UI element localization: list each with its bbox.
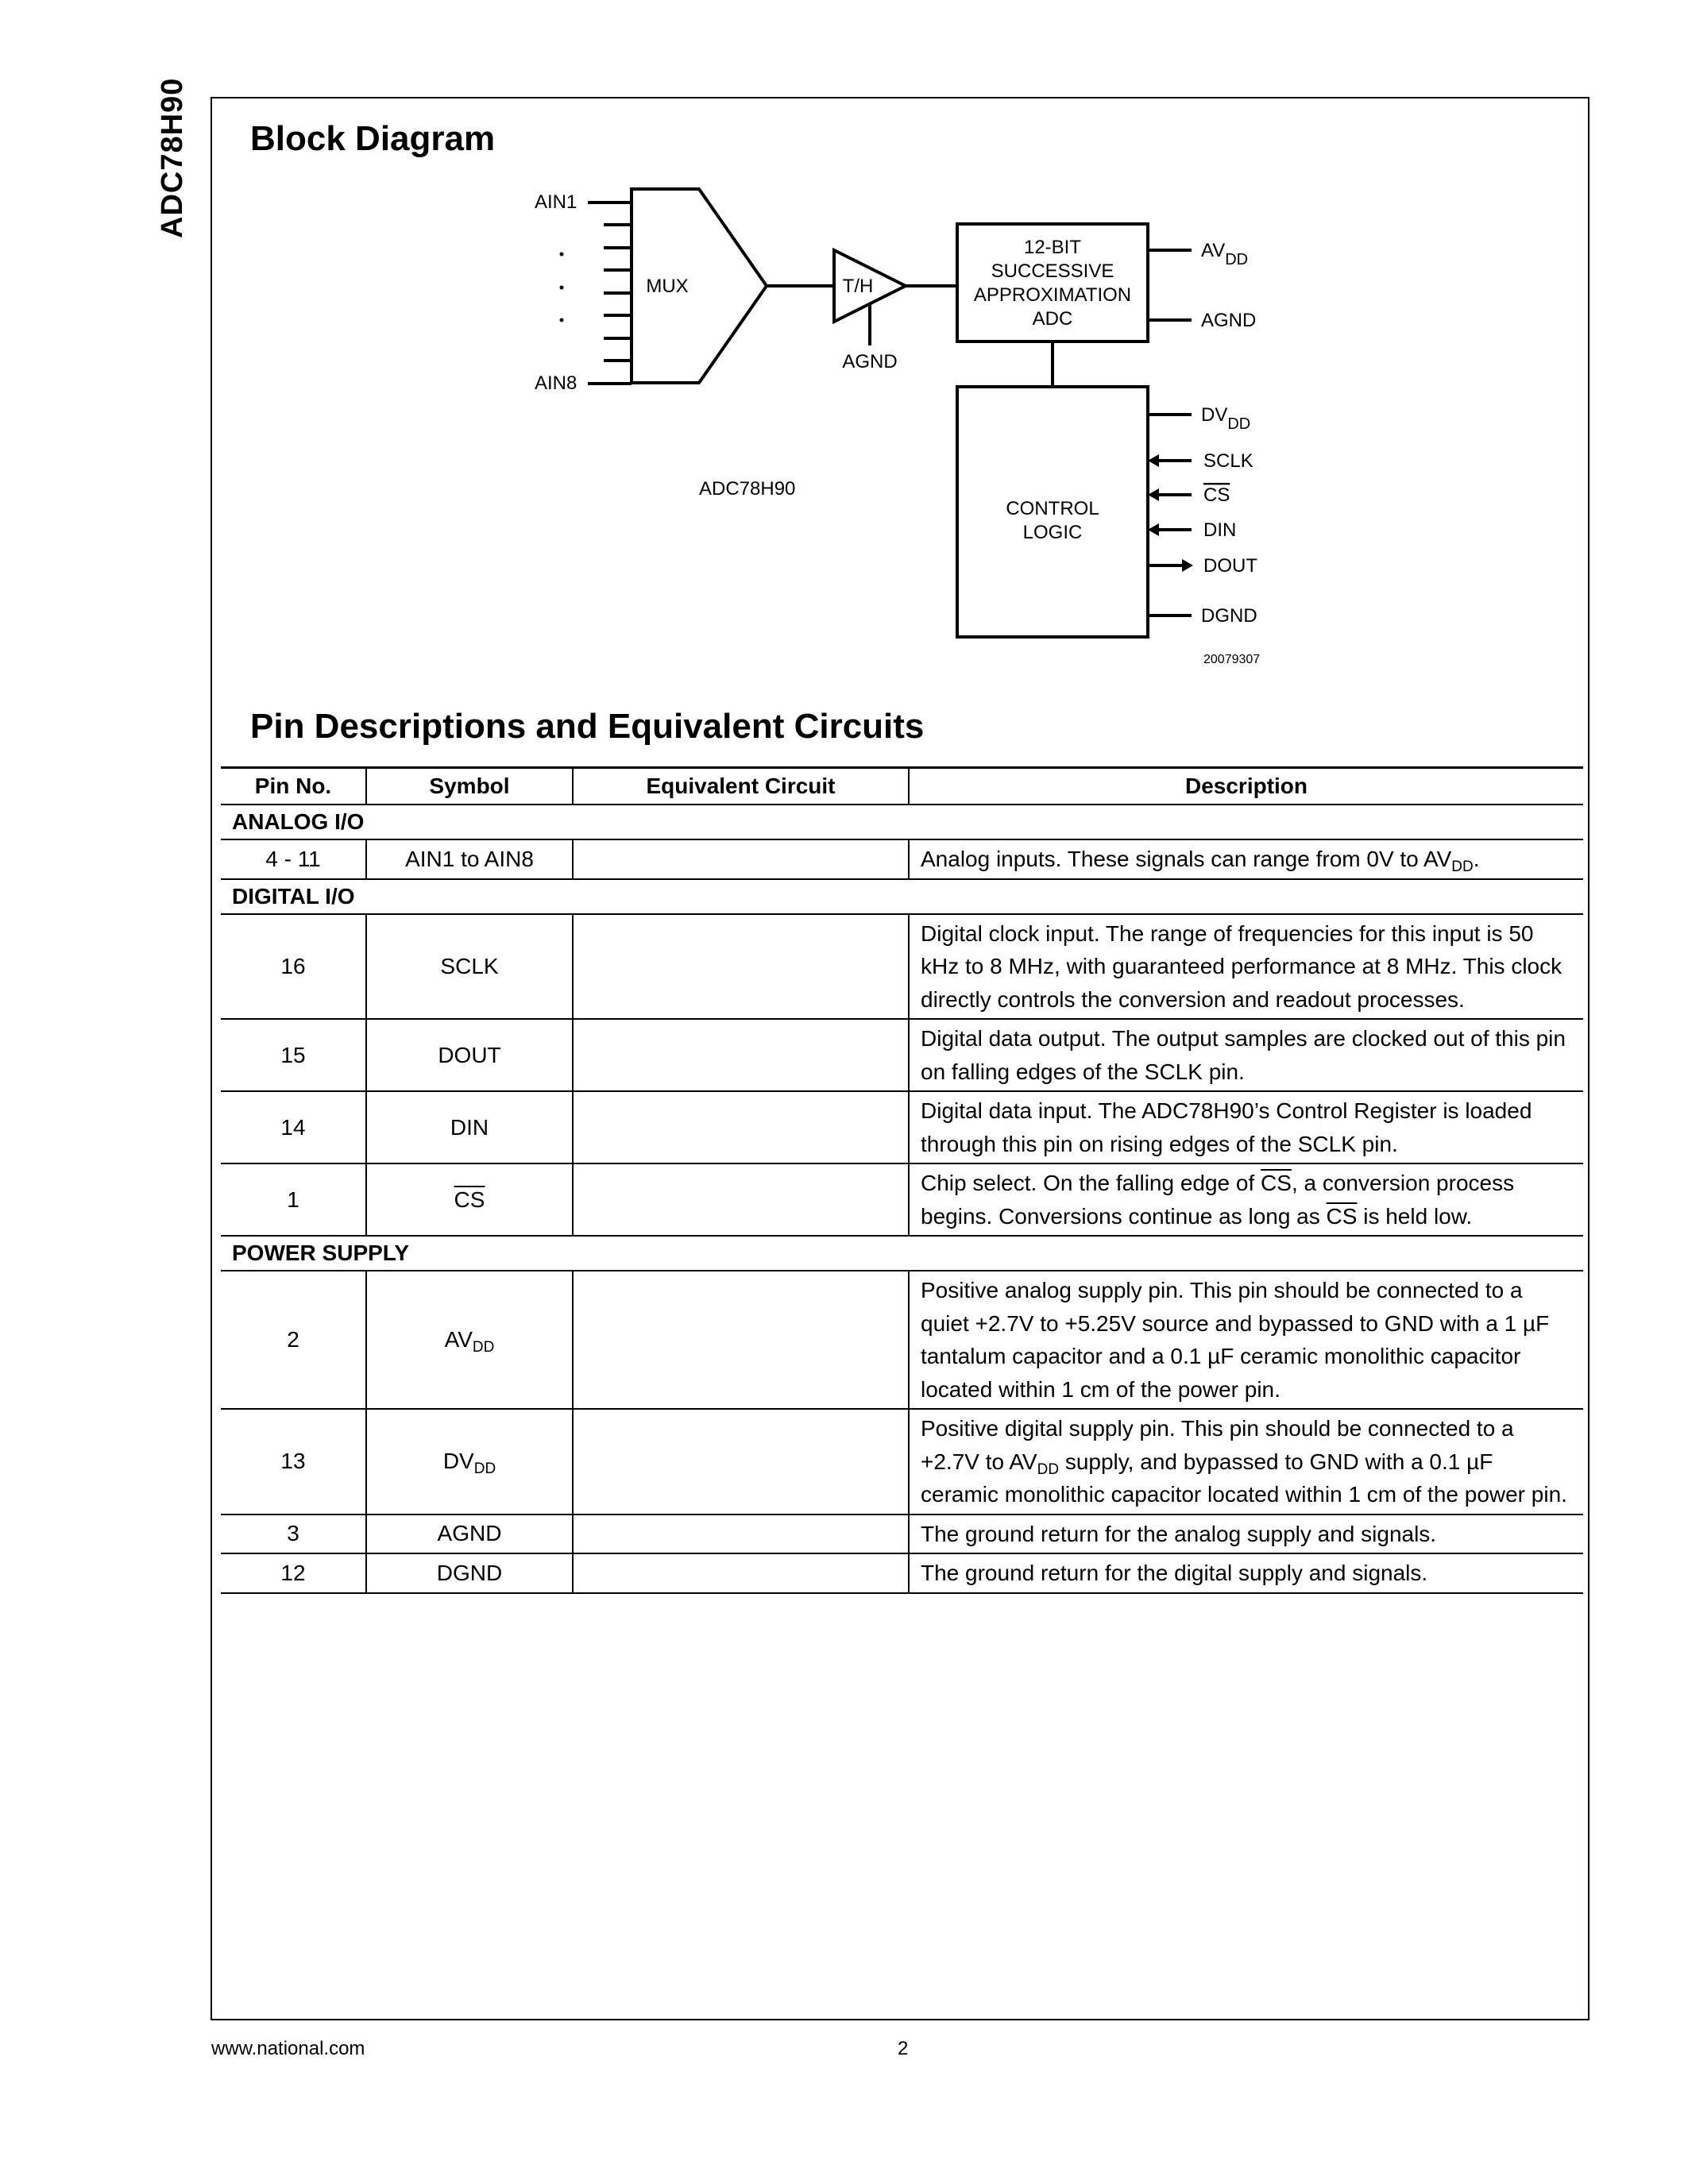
table-row	[221, 1163, 1583, 1236]
adc-line-3: APPROXIMATION	[973, 284, 1132, 306]
table-row	[221, 1091, 1583, 1163]
pin-symbol: DIN	[366, 1091, 573, 1163]
pin-number: 15	[221, 1019, 366, 1091]
ain1-label: AIN1	[535, 191, 577, 213]
ain8-label: AIN8	[535, 372, 577, 394]
pin-symbol: AIN1 to AIN8	[366, 839, 573, 879]
block-diagram	[524, 179, 1319, 679]
section-analog: ANALOG I/O	[221, 805, 1583, 839]
adc-line-1: 12-BIT	[1023, 237, 1082, 258]
section-digital: DIGITAL I/O	[221, 879, 1583, 914]
table-row	[221, 1271, 1583, 1409]
th-label: T/H	[842, 276, 874, 297]
table-row	[221, 1515, 1583, 1554]
pin-number: 2	[221, 1271, 366, 1409]
pin-description: Positive analog supply pin. This pin should be connected to a quiet +2.7V to +5.25V source and bypassed to GND with a 1 µF tantalum capacitor and a 0.1 µF ceramic monolithic capacitor located within 1 cm of the power pin.	[909, 1271, 1583, 1409]
pin-number: 12	[221, 1553, 366, 1593]
pins-heading: Pin Descriptions and Equivalent Circuits	[250, 707, 925, 746]
pin-description: The ground return for the analog supply and signals.	[909, 1515, 1583, 1554]
dgnd-label: DGND	[1201, 605, 1257, 627]
pin-number: 14	[221, 1091, 366, 1163]
pin-table	[221, 766, 1583, 1594]
pin-number: 1	[221, 1163, 366, 1236]
equivalent-circuit	[573, 839, 909, 879]
section-power: POWER SUPPLY	[221, 1236, 1583, 1271]
table-row	[221, 839, 1583, 879]
avdd-label: $AV_{DD}$	[1201, 240, 1249, 268]
control-line-2: LOGIC	[1022, 522, 1083, 543]
pin-symbol: SCLK	[366, 914, 573, 1020]
equivalent-circuit	[573, 1515, 909, 1554]
cs-label: CS	[1203, 484, 1230, 506]
header-pin: Pin No.	[221, 768, 366, 805]
part-label: ADC78H90	[699, 478, 796, 500]
pin-symbol: AGND	[366, 1515, 573, 1554]
table-row	[221, 1409, 1583, 1515]
pin-description: Chip select. On the falling edge of $\overline{CS}$, a conversion process begins. Conversions continue as long as $\overline{CS}$ is held low.	[909, 1163, 1583, 1236]
pin-description: Digital data output. The output samples are clocked out of this pin on falling edges of the SCLK pin.	[909, 1019, 1583, 1091]
adc-line-4: ADC	[1032, 308, 1073, 330]
header-circuit: Equivalent Circuit	[573, 768, 909, 805]
figure-id: 20079307	[1203, 653, 1261, 666]
pin-symbol: DOUT	[366, 1019, 573, 1091]
th-agnd-label: AGND	[842, 351, 898, 372]
pin-description: Digital data input. The ADC78H90’s Control Register is loaded through this pin on rising edges of the SCLK pin.	[909, 1091, 1583, 1163]
pin-symbol: DGND	[366, 1553, 573, 1593]
equivalent-circuit	[573, 1409, 909, 1515]
dout-label: DOUT	[1203, 555, 1257, 577]
pin-symbol: $\overline{CS}$	[366, 1163, 573, 1236]
equivalent-circuit	[573, 1019, 909, 1091]
equivalent-circuit	[573, 1091, 909, 1163]
table-header-row	[221, 768, 1583, 805]
control-line-1: CONTROL	[1006, 498, 1099, 519]
pin-description: Analog inputs. These signals can range from 0V to $AV_{DD}$.	[909, 839, 1583, 879]
adc-line-2: SUCCESSIVE	[991, 260, 1114, 282]
pin-number: 13	[221, 1409, 366, 1515]
mux-label: MUX	[646, 276, 689, 297]
din-label: DIN	[1203, 519, 1237, 541]
pin-number: 4 - 11	[221, 839, 366, 879]
equivalent-circuit	[573, 1553, 909, 1593]
page-number: 2	[898, 2038, 909, 2059]
pin-description: Digital clock input. The range of frequencies for this input is 50 kHz to 8 MHz, with guaranteed performance at 8 MHz. This clock directly controls the conversion and readout processes.	[909, 914, 1583, 1020]
header-description: Description	[909, 768, 1583, 805]
header-symbol: Symbol	[366, 768, 573, 805]
table-row	[221, 914, 1583, 1020]
side-title: ADC78H90	[156, 77, 189, 238]
pin-number: 3	[221, 1515, 366, 1554]
equivalent-circuit	[573, 1271, 909, 1409]
pin-description: The ground return for the digital supply and signals.	[909, 1553, 1583, 1593]
dvdd-label: $DV_{DD}$	[1201, 404, 1251, 433]
table-row	[221, 1553, 1583, 1593]
equivalent-circuit	[573, 1163, 909, 1236]
sclk-label: SCLK	[1203, 450, 1253, 472]
pin-number: 16	[221, 914, 366, 1020]
pin-description: Positive digital supply pin. This pin should be connected to a +2.7V to $AV_{DD}$ supply, and bypassed to GND with a 0.1 µF ceramic monolithic capacitor located within 1 cm of the power pin.	[909, 1409, 1583, 1515]
table-row	[221, 1019, 1583, 1091]
adc-agnd-label: AGND	[1201, 310, 1257, 331]
pin-symbol: $DV_{DD}$	[366, 1409, 573, 1515]
equivalent-circuit	[573, 914, 909, 1020]
website-link[interactable]: www.national.com	[211, 2038, 365, 2059]
block-diagram-heading: Block Diagram	[250, 119, 496, 158]
pin-symbol: $AV_{DD}$	[366, 1271, 573, 1409]
